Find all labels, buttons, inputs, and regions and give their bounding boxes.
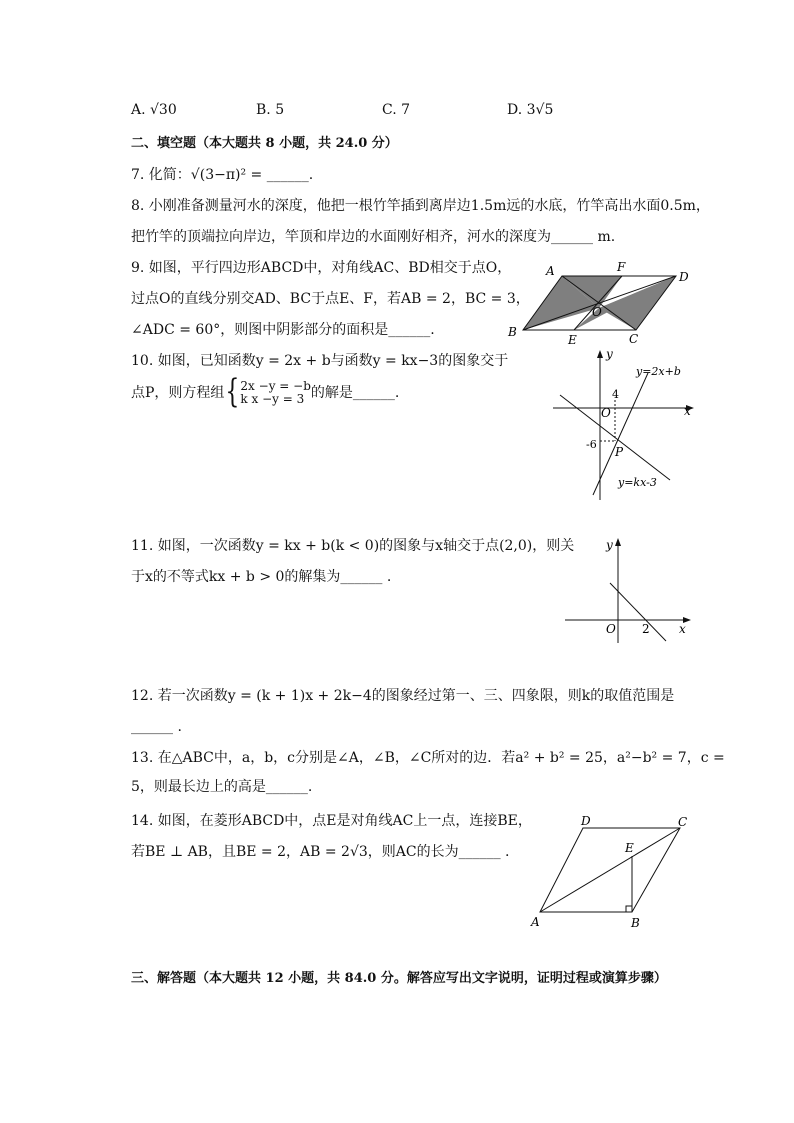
section3-header: 三、解答题（本大题共 12 小题，共 84.0 分。解答应写出文字说明，证明过程或演算步骤） xyxy=(131,971,667,986)
q10-prefix: 点P，则方程组 xyxy=(131,385,225,401)
q14-rhombus-figure xyxy=(525,810,700,935)
q11-line1: 11. 如图，一次函数y = kx + b(k < 0)的图象与x轴交于点(2,0)，则关 xyxy=(131,538,575,554)
choice-d: D. 3√5 xyxy=(507,102,554,118)
q9-line1: 9. 如图，平行四边形ABCD中，对角线AC、BD相交于点O， xyxy=(131,260,512,276)
q9-label-c: C xyxy=(629,332,639,346)
q10-label-p: P xyxy=(615,445,624,459)
q14-label-c: C xyxy=(678,815,688,829)
q10-label-x: x xyxy=(684,404,691,418)
q14-label-b: B xyxy=(631,916,640,930)
q11-line2: 于x的不等式kx + b > 0的解集为______ . xyxy=(131,569,392,585)
q10-y-arrow xyxy=(597,350,603,358)
q8-line2: 把竹竿的顶端拉向岸边，竿顶和岸边的水面刚好相齐，河水的深度为______ m. xyxy=(131,229,616,245)
q14-line1: 14. 如图，在菱形ABCD中，点E是对角线AC上一点，连接BE， xyxy=(131,813,532,829)
q9-line3: ∠ADC = 60°，则图中阴影部分的面积是______. xyxy=(131,322,435,338)
q10-label-line1: y=2x+b xyxy=(636,365,681,378)
q9-label-d: D xyxy=(679,270,689,284)
choice-c: C. 7 xyxy=(382,102,411,118)
q11-label-2: 2 xyxy=(642,622,650,636)
q14-line2: 若BE ⊥ AB，且BE = 2，AB = 2√3，则AC的长为______ . xyxy=(131,844,510,860)
q13-line2: 5，则最长边上的高是______. xyxy=(131,779,313,795)
q14-label-a: A xyxy=(531,915,540,929)
q13-line1: 13. 在△ABC中，a，b，c分别是∠A，∠B，∠C所对的边．若a² + b² = 25，a²−b² = 7，c = xyxy=(131,750,725,766)
q10-eq2: k x −y = 3 xyxy=(240,392,305,406)
q10-label-o: O xyxy=(601,406,611,420)
q9-line2: 过点O的直线分别交AD、BC于点E、F，若AB = 2，BC = 3， xyxy=(131,291,530,307)
q12-line2: ______ . xyxy=(131,719,182,735)
q11-label-x: x xyxy=(679,622,686,636)
q10-label-y: y xyxy=(606,347,613,361)
q9-label-a: A xyxy=(546,264,555,278)
q11-label-y: y xyxy=(606,538,613,552)
q9-label-o: O xyxy=(592,305,602,319)
q8-line1: 8. 小刚准备测量河水的深度，他把一根竹竿插到离岸边1.5m远的水底，竹竿高出水面0.5m， xyxy=(131,198,710,214)
q11-label-o: O xyxy=(606,622,616,636)
q10-label-line2: y=kx-3 xyxy=(618,476,657,489)
q12-line1: 12. 若一次函数y = (k + 1)x + 2k−4的图象经过第一、三、四象限，则k的取值范围是 xyxy=(131,688,675,704)
q10-suffix: 的解是______. xyxy=(310,385,400,401)
q7-text: 7. 化简：√(3−π)² = ______. xyxy=(131,167,314,183)
q10-label-neg6: -6 xyxy=(586,438,597,451)
q14-label-e: E xyxy=(625,841,634,855)
choice-a: A. √30 xyxy=(131,102,177,118)
q9-parallelogram-figure xyxy=(500,255,710,350)
q11-y-arrow xyxy=(615,538,621,546)
section2-header: 二、填空题（本大题共 8 小题，共 24.0 分） xyxy=(131,136,398,151)
q14-label-d: D xyxy=(581,814,591,828)
q9-label-f: F xyxy=(617,260,626,274)
q10-label-4: 4 xyxy=(612,388,619,401)
q10-line1: 10. 如图，已知函数y = 2x + b与函数y = kx−3的图象交于 xyxy=(131,353,509,369)
q10-graph xyxy=(548,345,708,500)
q10-equation-system xyxy=(240,380,310,406)
q10-eq1: 2x −y = −b xyxy=(240,379,311,393)
q11-graph xyxy=(560,535,695,645)
q9-label-b: B xyxy=(508,325,517,339)
choice-b: B. 5 xyxy=(256,102,285,118)
q10-line2 xyxy=(131,373,400,411)
q10-brace: { xyxy=(225,373,240,411)
q9-label-e: E xyxy=(568,333,577,347)
q14-right-angle-mark xyxy=(626,906,632,912)
